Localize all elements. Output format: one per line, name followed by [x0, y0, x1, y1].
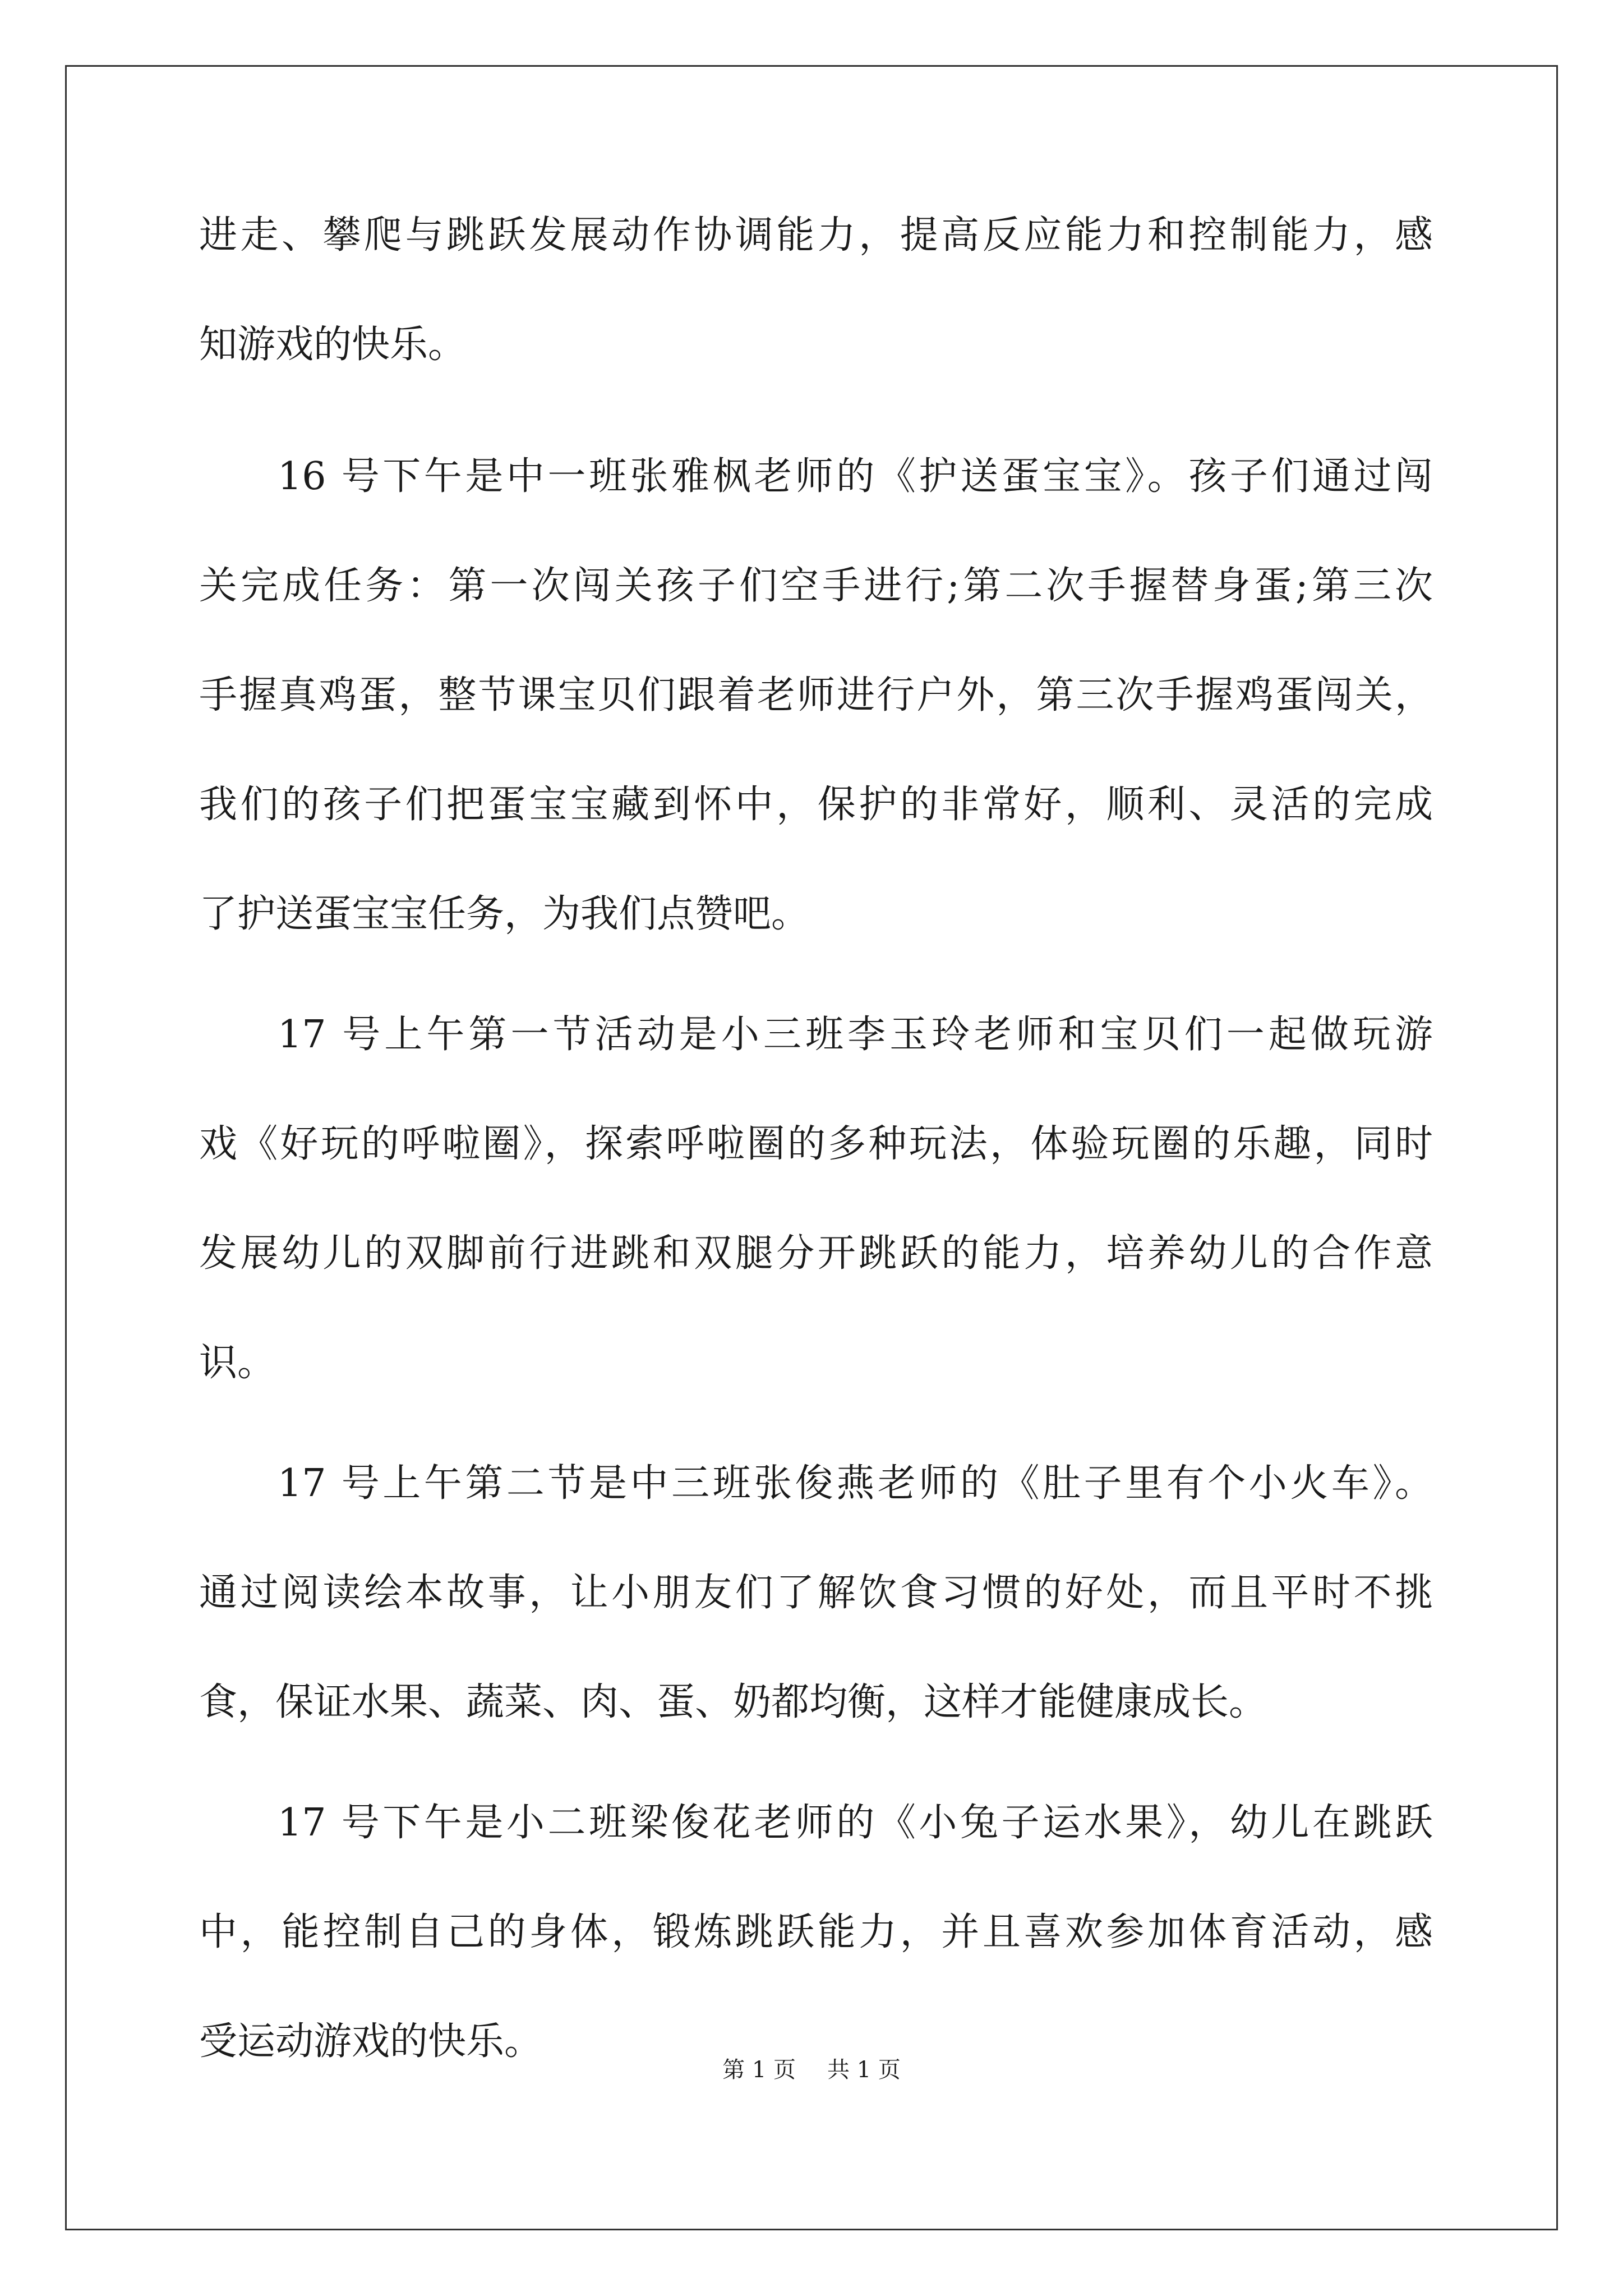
text-line: 食，保证水果、蔬菜、肉、蛋、奶都均衡，这样才能健康成长。 — [199, 1680, 1267, 1724]
text-line: 通过阅读绘本故事，让小朋友们了解饮食习惯的好处，而且平时不挑 — [199, 1571, 1433, 1615]
text-line: 关完成任务：第一次闯关孩子们空手进行;第二次手握替身蛋;第三次 — [199, 564, 1433, 608]
text-line: 知游戏的快乐。 — [199, 323, 467, 367]
page-footer — [0, 2053, 1623, 2087]
text-line: 识。 — [199, 1341, 276, 1385]
text-line: 16 号下午是中一班张雅枫老师的《护送蛋宝宝》。孩子们通过闯 — [278, 454, 1433, 499]
page-count: 共 1 页 — [827, 2057, 901, 2083]
text-line: 手握真鸡蛋，整节课宝贝们跟着老师进行户外，第三次手握鸡蛋闯关， — [199, 673, 1433, 717]
text-line: 17 号下午是小二班梁俊花老师的《小兔子运水果》，幼儿在跳跃 — [278, 1801, 1433, 1845]
text-line: 进走、攀爬与跳跃发展动作协调能力，提高反应能力和控制能力，感 — [199, 213, 1433, 257]
text-line: 17 号上午第一节活动是小三班李玉玲老师和宝贝们一起做玩游 — [278, 1013, 1433, 1057]
text-line: 我们的孩子们把蛋宝宝藏到怀中，保护的非常好，顺利、灵活的完成 — [199, 783, 1433, 827]
text-line: 戏《好玩的呼啦圈》，探索呼啦圈的多种玩法，体验玩圈的乐趣，同时 — [199, 1122, 1433, 1166]
text-line: 了护送蛋宝宝任务，为我们点赞吧。 — [199, 892, 810, 936]
text-line: 发展幼儿的双脚前行进跳和双腿分开跳跃的能力，培养幼儿的合作意 — [199, 1231, 1433, 1276]
text-line: 中，能控制自己的身体，锻炼跳跃能力，并且喜欢参加体育活动，感 — [199, 1910, 1433, 1954]
text-line: 17 号上午第二节是中三班张俊燕老师的《肚子里有个小火车》。 — [278, 1461, 1433, 1506]
page-number: 第 1 页 — [722, 2057, 796, 2083]
text-line: 受运动游戏的快乐。 — [199, 2019, 543, 2064]
